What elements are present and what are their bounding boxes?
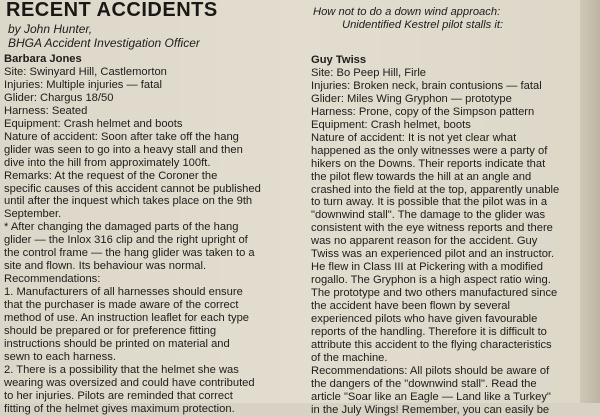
body-text-line: until after the inquest which takes place on the 9th: [4, 195, 253, 208]
body-text-line: was no apparent reason for the accident. Guy: [311, 235, 538, 248]
body-text-line: wearing was oversized and could have contributed: [4, 376, 255, 389]
body-text-line: should be prepared or for preference fitting: [4, 325, 217, 338]
body-text-line: dive into the hill from approximately 100ft.: [4, 156, 211, 169]
body-text-line: Glider: Miles Wing Gryphon — prototype: [311, 92, 512, 105]
body-text-line: to her injuries. Pilots are reminded that correct: [4, 389, 233, 402]
body-text-line: "downwind stall". The damage to the glider was: [311, 209, 546, 222]
body-text-line: that the purchaser is made aware of the correct: [4, 299, 239, 312]
body-text-line: glider was seen to go into a heavy stall and then: [4, 143, 243, 156]
body-text-line: experienced pilots who have given favourable: [311, 313, 538, 326]
body-text-line: Harness: Seated: [4, 104, 88, 117]
body-text-line: Site: Bo Peep Hill, Firle: [311, 66, 427, 79]
body-text-line: September.: [4, 208, 62, 221]
body-text-line: the control frame — the hang glider was taken to a: [4, 247, 255, 260]
body-text-line: of the machine.: [311, 351, 388, 364]
body-text-line: reports of the handling. Therefore it is difficult to: [311, 326, 547, 339]
byline-author: by John Hunter,: [8, 22, 93, 36]
body-text-line: crashed into the field at the top, apparently unable: [311, 183, 560, 196]
body-text-line: Nature of accident: It is not yet clear what: [311, 131, 517, 144]
body-text-line: The prototype and two others manufactured since: [311, 287, 558, 300]
body-text-line: Twiss was an experienced pilot and an instructor.: [311, 248, 555, 261]
body-text-line: He flew in Class III at Pickering with a modified: [311, 261, 543, 274]
body-text-line: Injuries: Broken neck, brain contusions — fatal: [311, 79, 542, 92]
body-text-line: sewn to each harness.: [4, 350, 116, 363]
body-text-line: hikers on the Downs. Their reports indicate that: [311, 157, 546, 170]
body-text-line: the accident have been flown by several: [311, 300, 511, 313]
case-name-heading: Guy Twiss: [311, 54, 367, 66]
body-text-line: Site: Swinyard Hill, Castlemorton: [4, 65, 167, 78]
body-text-line: 1. Manufacturers of all harnesses should ensure: [4, 286, 243, 299]
article-title: RECENT ACCIDENTS: [6, 0, 218, 21]
adjacent-page-edge: [580, 0, 600, 403]
right-article-body: [311, 54, 583, 417]
body-text-line: Nature of accident: Soon after take off the hang: [4, 130, 239, 143]
body-text-line: Injuries: Multiple injuries — fatal: [4, 78, 162, 91]
byline: [8, 22, 200, 50]
left-article-body: [4, 53, 302, 416]
caption-line: Unidentified Kestrel pilot stalls it:: [342, 19, 504, 31]
case-name-heading: Barbara Jones: [4, 53, 82, 65]
body-text-line: the pilot flew towards the hill at an angle and: [311, 170, 532, 183]
body-text-line: method of use. An instruction leaflet for each type: [4, 312, 250, 325]
body-text-line: Equipment: Crash helmet, boots: [311, 118, 471, 131]
body-text-line: glider — the Inlox 316 clip and the right upright of: [4, 234, 248, 247]
body-text-line: Recommendations:: [4, 273, 101, 286]
body-text-line: Remarks: At the request of the Coroner the: [4, 169, 218, 182]
body-text-line: attribute this accident to the flying characteristics: [311, 338, 552, 351]
body-text-line: instructions should be printed on material and: [4, 337, 230, 350]
photo-caption: [311, 6, 583, 32]
body-text-line: the dangers of the "downwind stall". Read the: [311, 377, 537, 390]
body-text-line: fitting of the helmet gives maximum protection.: [4, 402, 235, 415]
body-text-line: in the July Wings! Remember, you can easily be: [311, 403, 550, 416]
body-text-line: Glider: Chargus 18/50: [4, 91, 114, 104]
caption-line: How not to do a down wind approach:: [313, 6, 501, 18]
body-text-line: Equipment: Crash helmet and boots: [4, 117, 183, 130]
body-text-line: Harness: Prone, copy of the Simpson pattern: [311, 105, 535, 118]
body-text-line: site and flown. Its behaviour was normal.: [4, 260, 207, 273]
body-text-line: * After changing the damaged parts of the hang: [4, 221, 239, 234]
body-text-line: specific causes of this accident cannot be published: [4, 182, 261, 195]
body-text-line: to turn away. It is possible that the pilot was in a: [311, 196, 548, 209]
body-text-line: happened as the only witnesses were a party of: [311, 144, 548, 157]
body-text-line: 2. There is a possibility that the helmet she was: [4, 363, 239, 376]
body-text-line: rogallo. The Gryphon is a high aspect ratio wing.: [311, 274, 551, 287]
body-text-line: article "Soar like an Eagle — Land like a Turkey": [311, 390, 551, 403]
byline-role: BHGA Accident Investigation Officer: [8, 36, 200, 50]
body-text-line: consistent with the eye witness reports and there: [311, 222, 553, 235]
body-text-line: Recommendations: All pilots should be aware of: [311, 364, 550, 377]
